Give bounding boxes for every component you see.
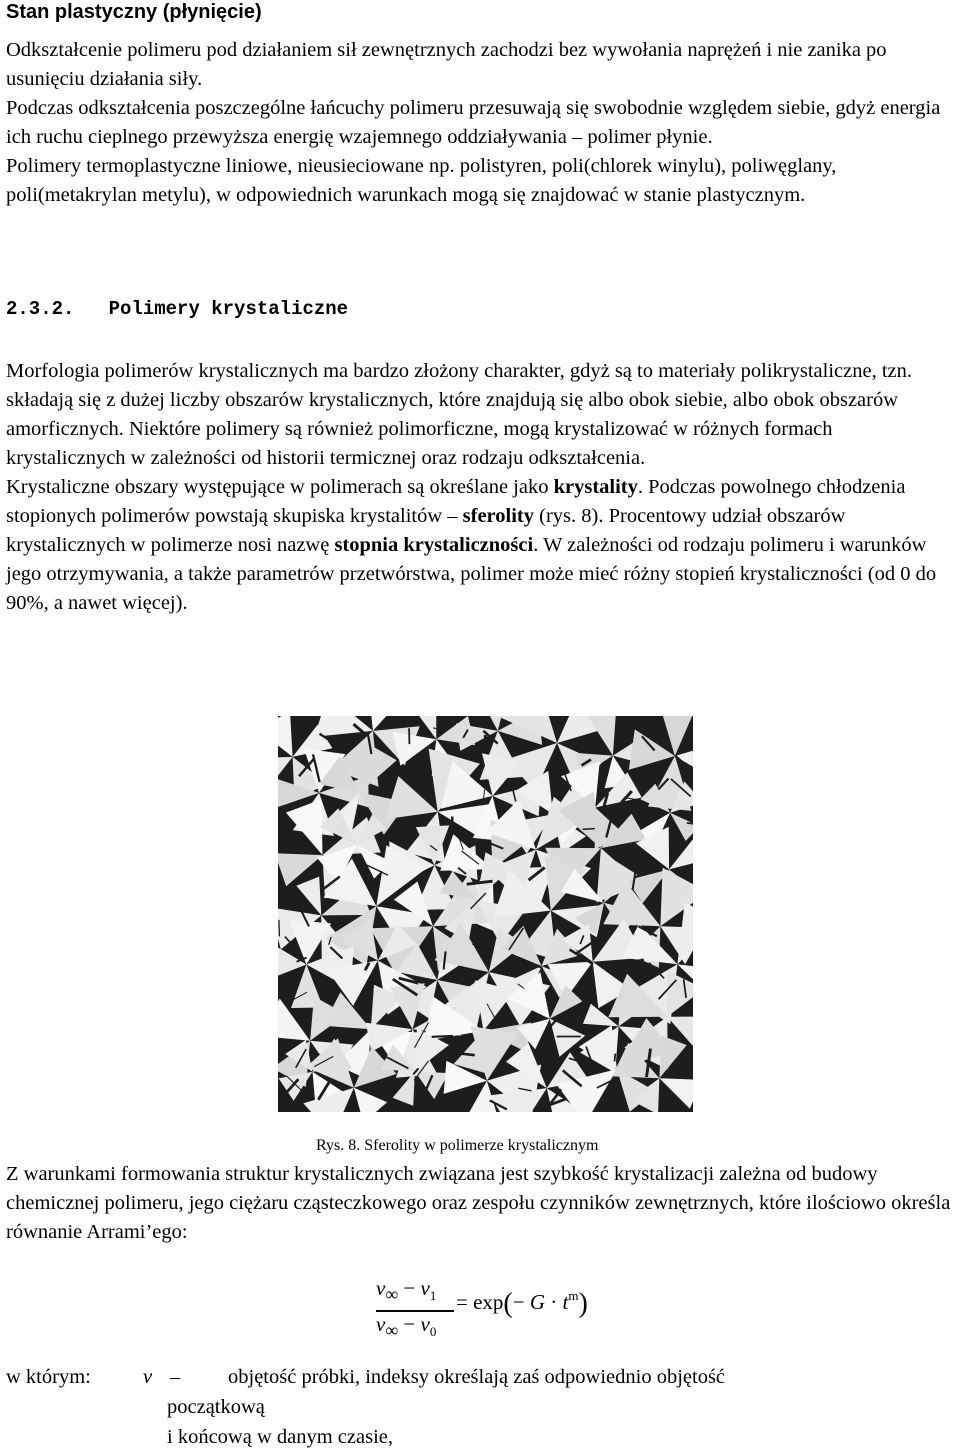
paragraph: Odkształcenie polimeru pod działaniem sił zewnętrznych zachodzi bez wywołania naprężeń i nie zanika po usunięciu działania siły. xyxy=(6,36,956,94)
avrami-equation xyxy=(376,1266,636,1346)
paragraph: Polimery termoplastyczne liniowe, nieusieciowane np. polistyren, poli(chlorek winylu), poliwęglany, poli(metakrylan metylu), w odpowiednich warunkach mogą się znajdować w stanie plastycznym. xyxy=(6,152,956,210)
page-title: Stan plastyczny (płynięcie) xyxy=(6,1,262,24)
spherulite-image xyxy=(278,716,693,1112)
definition-text: i końcową w danym czasie, xyxy=(167,1422,393,1452)
bold-term: krystality xyxy=(554,476,638,498)
section-number: 2.3.2. xyxy=(6,298,74,320)
paragraph: Morfologia polimerów krystalicznych ma bardzo złożony charakter, gdyż są to materiały polikrystaliczne, tzn. składają się z dużej liczby obszarów krystalicznych, które znajdują się albo obok siebie, albo obok obszarów amorficznych. Niektóre polimery są również polimorficzne, mogą krystalizować w różnych formach krystalicznych w zależności od historii termicznej oraz rodzaju odkształcenia. xyxy=(6,357,956,473)
section-heading xyxy=(6,298,348,320)
section-title: Polimery krystaliczne xyxy=(109,298,348,320)
definition-symbol: v xyxy=(143,1362,152,1392)
definition-text: początkową xyxy=(167,1392,265,1422)
text-run: . Podczas powolnego chłodzenia stopionych polimerów powstają skupiska krystalitów – xyxy=(6,476,905,527)
text-run: Krystaliczne obszary występujące w polimerach są określane jako xyxy=(6,476,554,498)
plastic-state-text xyxy=(6,36,956,210)
bold-term: sferolity xyxy=(463,505,534,527)
spherulite-micrograph xyxy=(278,716,693,1112)
definition-term: w którym: xyxy=(6,1362,91,1392)
text-run: . W zależności od rodzaju polimeru i warunków jego otrzymywania, a także parametrów przetwórstwa, polimer może mieć różny stopień krystaliczności (od 0 do 90%, a nawet więcej). xyxy=(6,534,936,614)
paragraph: Podczas odkształcenia poszczególne łańcuchy polimeru przesuwają się swobodnie względem siebie, gdyż energia ich ruchu cieplnego przewyższa energię wzajemnego oddziaływania – polimer płynie. xyxy=(6,94,956,152)
avrami-intro-text xyxy=(6,1160,956,1247)
figure-caption: Rys. 8. Sferolity w polimerze krystalicznym xyxy=(316,1137,598,1155)
numerator: $v\infty - v_1$ xyxy=(376,1276,436,1305)
bold-term: stopnia krystaliczności xyxy=(334,534,533,556)
text-run: (rys. 8). Procentowy udział obszarów krystalicznych w polimerze nosi nazwę xyxy=(6,505,845,556)
denominator: $v\infty - v_0$ xyxy=(376,1312,436,1341)
paragraph: Z warunkami formowania struktur krystalicznych związana jest szybkość krystalizacji zależna od budowy chemicznej polimeru, jego ciężaru cząsteczkowego oraz zespołu czynników zewnętrznych, które ilościowo określa równanie Arrami’ego: xyxy=(6,1160,956,1247)
definition-dash: – xyxy=(170,1362,180,1392)
equation-rhs: = $\exp(- G \cdot t^m)$ xyxy=(456,1288,588,1320)
definition-text: objętość próbki, indeksy określają zaś odpowiednio objętość xyxy=(228,1362,725,1392)
crystalline-text xyxy=(6,357,956,618)
paragraph xyxy=(6,473,956,618)
